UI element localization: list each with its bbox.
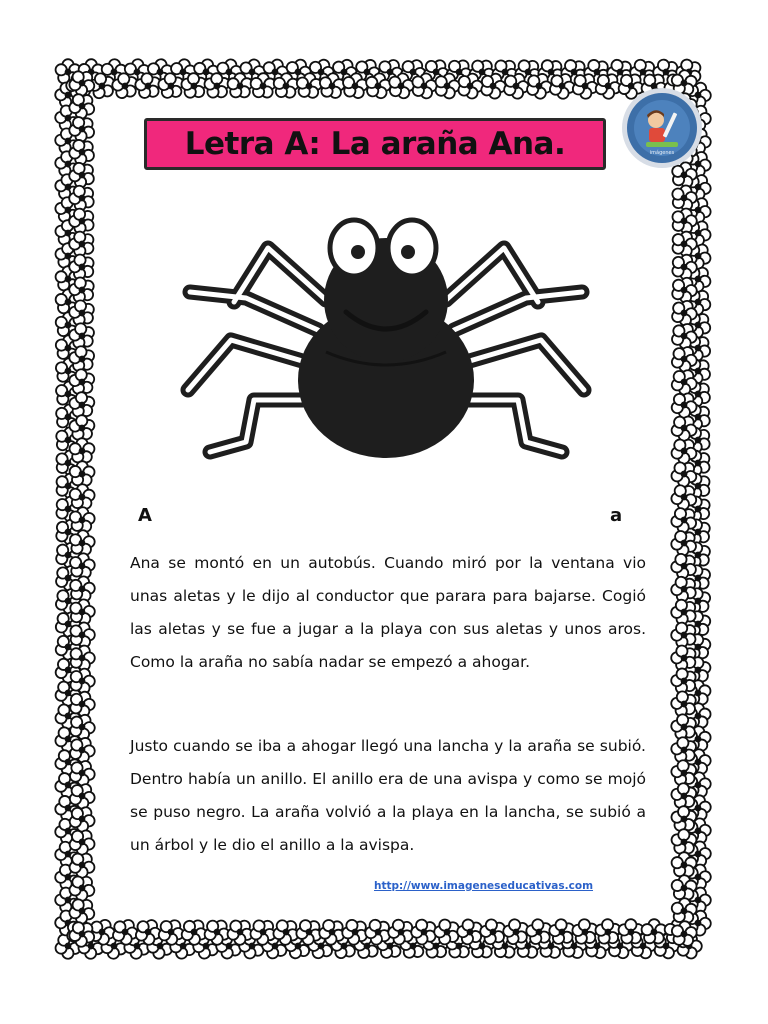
svg-text:imágenes: imágenes (649, 150, 675, 156)
story-paragraph-1: Ana se montó en un autobús. Cuando miró por la ventana vio unas aletas y le dijo al conductor que parara para bajarse. Cogió las aletas y se fue a jugar a la playa con sus aletas y unos aros. Como la araña no sabía nadar se empezó a ahogar. (130, 554, 646, 671)
uppercase-letter: A (138, 505, 152, 526)
imageneseducativas-logo-icon (620, 86, 704, 170)
spider-illustration (176, 200, 596, 470)
lowercase-letter: a (610, 505, 623, 526)
source-link[interactable]: http://www.imageneseducativas.com (374, 880, 594, 892)
story-paragraph-2: Justo cuando se iba a ahogar llegó una lancha y la araña se subió. Dentro había un anillo. El anillo era de una avispa y como se mojó se puso negro. La araña volvió a la playa en la lancha, se subió a un árbol y le dio el anillo a la avispa. (130, 737, 646, 854)
page-title: Letra A: La araña Ana. (184, 126, 566, 162)
flower-icon (641, 919, 666, 944)
title-banner (144, 118, 606, 170)
